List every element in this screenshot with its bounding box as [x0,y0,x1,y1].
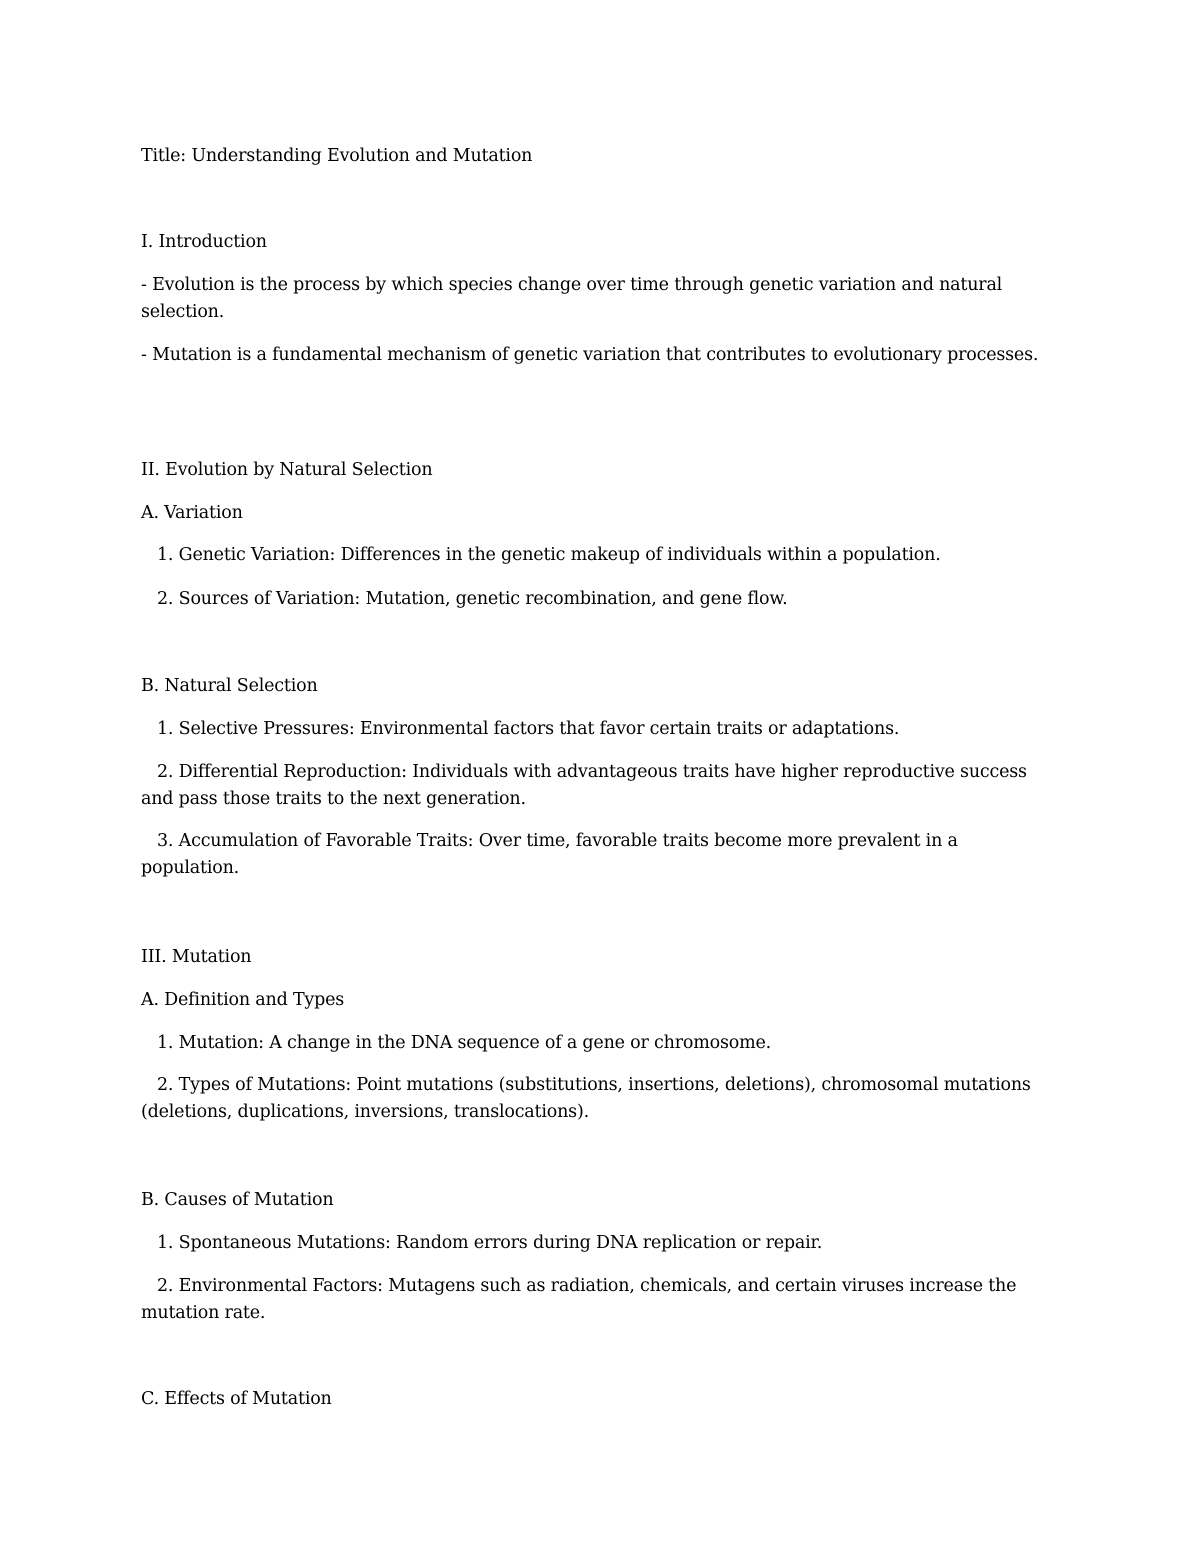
list-item-favorable-traits: 3. Accumulation of Favorable Traits: Over time, favorable traits become more prevalent in a population. [141,831,958,878]
subheading-variation: A. Variation [141,503,243,523]
subheading-causes-of-mutation: B. Causes of Mutation [141,1190,334,1210]
section-heading-natural-selection: II. Evolution by Natural Selection [141,460,433,480]
list-item-sources-of-variation: 2. Sources of Variation: Mutation, genetic recombination, and gene flow. [157,589,788,609]
list-item-mutation-definition: 1. Mutation: A change in the DNA sequence of a gene or chromosome. [157,1033,771,1053]
list-item-types-of-mutations: 2. Types of Mutations: Point mutations (substitutions, insertions, deletions), chromosomal mutations (deletions, duplications, inversions, translocations). [141,1075,1031,1122]
subheading-effects-of-mutation: C. Effects of Mutation [141,1389,332,1409]
section-heading-introduction: I. Introduction [141,232,267,252]
subheading-natural-selection: B. Natural Selection [141,676,318,696]
document-title: Title: Understanding Evolution and Mutation [141,146,533,166]
subheading-definition-and-types: A. Definition and Types [141,990,345,1010]
paragraph-mutation-definition: - Mutation is a fundamental mechanism of genetic variation that contributes to evolutionary processes. [141,345,1039,365]
list-item-genetic-variation: 1. Genetic Variation: Differences in the genetic makeup of individuals within a population. [157,545,941,565]
list-item-spontaneous-mutations: 1. Spontaneous Mutations: Random errors during DNA replication or repair. [157,1233,823,1253]
list-item-environmental-factors: 2. Environmental Factors: Mutagens such as radiation, chemicals, and certain viruses increase the mutation rate. [141,1276,1017,1323]
section-heading-mutation: III. Mutation [141,947,252,967]
list-item-differential-reproduction: 2. Differential Reproduction: Individuals with advantageous traits have higher reproductive success and pass those traits to the next generation. [141,762,1027,809]
paragraph-evolution-definition: - Evolution is the process by which species change over time through genetic variation and natural selection. [141,275,1003,322]
list-item-selective-pressures: 1. Selective Pressures: Environmental factors that favor certain traits or adaptations. [157,719,900,739]
